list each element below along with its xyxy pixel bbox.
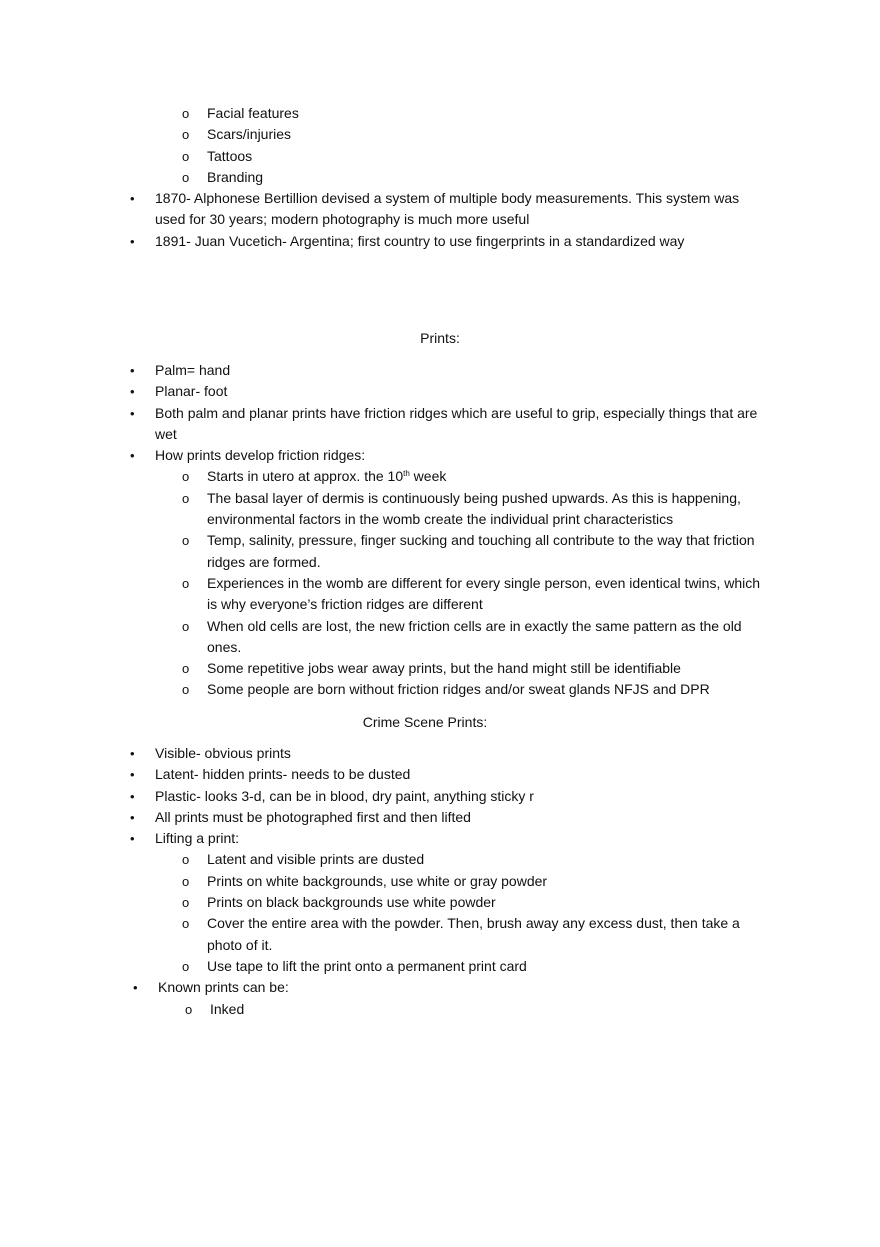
sub-bullet-marker: o	[182, 533, 190, 549]
list-item: • Both palm and planar prints have friction ridges which are useful to grip, especially things that are wet	[130, 404, 758, 442]
list-item: • Latent- hidden prints- needs to be dusted	[0, 764, 880, 785]
known-prints-list	[0, 977, 880, 998]
list-item: o Some people are born without friction ridges and/or sweat glands NFJS and DPR	[0, 679, 880, 700]
sub-bullet-marker: o	[182, 873, 190, 889]
list-item: • 1891- Juan Vucetich- Argentina; first country to use fingerprints in a standardized way	[0, 231, 880, 252]
features-sublist	[0, 103, 880, 188]
bullet-marker: •	[130, 233, 135, 249]
crime-scene-heading: Crime Scene Prints:	[362, 714, 488, 730]
list-item: o Scars/injuries	[0, 124, 880, 145]
list-item: • 1870- Alphonese Bertillion devised a system of multiple body measurements. This system was used for 30 years; modern photography is much more useful	[130, 190, 740, 228]
prints-list	[0, 360, 880, 466]
bullet-marker: •	[130, 809, 135, 825]
list-item: • Plastic- looks 3-d, can be in blood, dry paint, anything sticky r	[0, 786, 880, 807]
sub-bullet-marker: o	[182, 661, 190, 677]
list-item: o Branding	[0, 167, 880, 188]
list-item: o Prints on black backgrounds use white powder	[0, 892, 880, 913]
lifting-sublist	[0, 849, 880, 977]
list-item: • Lifting a print:	[0, 828, 880, 849]
bullet-marker: •	[130, 767, 135, 783]
sub-bullet-marker: o	[182, 106, 190, 121]
bullet-marker: •	[130, 831, 135, 847]
list-item: • Visible- obvious prints	[0, 743, 880, 764]
list-item: o Some repetitive jobs wear away prints, but the hand might still be identifiable	[0, 658, 880, 679]
list-item: o Facial features	[0, 103, 880, 124]
sub-bullet-marker: o	[182, 958, 190, 974]
bullet-marker: •	[130, 746, 135, 761]
bullet-marker: •	[130, 405, 135, 421]
list-item: o The basal layer of dermis is continuously being pushed upwards. As this is happening, environmental factors in the womb create the individual print characteristics	[182, 489, 741, 528]
list-item: o Starts in utero at approx. the 10th week	[0, 466, 880, 487]
list-item: • How prints develop friction ridges:	[0, 445, 880, 466]
bullet-marker: •	[130, 384, 135, 400]
sub-bullet-marker: o	[182, 575, 190, 591]
list-item: o Use tape to lift the print onto a permanent print card	[0, 956, 880, 977]
crime-scene-section	[0, 743, 880, 1020]
ordinal-superscript: th	[403, 469, 410, 479]
list-item: • All prints must be photographed first and then lifted	[0, 807, 880, 828]
sub-bullet-marker: o	[182, 682, 190, 698]
bullet-marker: •	[130, 788, 135, 804]
sub-bullet-marker: o	[182, 490, 190, 506]
sub-bullet-marker: o	[182, 148, 190, 164]
sub-bullet-marker: o	[182, 469, 190, 485]
sub-bullet-marker: o	[182, 895, 190, 911]
sub-bullet-marker: o	[182, 852, 190, 868]
identification-section	[0, 103, 880, 252]
list-item: o When old cells are lost, the new friction cells are in exactly the same pattern as the old ones.	[182, 617, 742, 655]
list-item: • Palm= hand	[0, 360, 880, 381]
list-item: o Cover the entire area with the powder. Then, brush away any excess dust, then take a photo of it.	[182, 915, 740, 953]
list-item: o Prints on white backgrounds, use white or gray powder	[0, 871, 880, 892]
bullet-marker: •	[130, 191, 135, 207]
list-item: o Inked	[0, 999, 880, 1020]
prints-section	[0, 360, 880, 701]
develop-sublist	[0, 466, 880, 700]
list-item: • Known prints can be:	[0, 977, 880, 998]
list-item: • Planar- foot	[0, 381, 880, 402]
list-item: o Experiences in the womb are different for every single person, even identical twins, which is why everyone’s friction ridges are different	[182, 574, 761, 613]
bullet-marker: •	[130, 448, 135, 464]
bullet-marker: •	[130, 363, 135, 378]
list-item: o Tattoos	[0, 146, 880, 167]
bullet-marker: •	[133, 980, 138, 996]
crime-scene-list	[0, 743, 880, 849]
list-item: o Latent and visible prints are dusted	[0, 849, 880, 870]
sub-bullet-marker: o	[182, 127, 190, 143]
sub-bullet-marker: o	[182, 916, 190, 932]
sub-bullet-marker: o	[182, 169, 190, 185]
list-item: o Temp, salinity, pressure, finger sucking and touching all contribute to the way that friction ridges are formed.	[182, 532, 755, 570]
sub-bullet-marker: o	[185, 1001, 193, 1017]
history-list	[0, 188, 880, 252]
prints-heading: Prints:	[420, 330, 460, 346]
known-sublist	[0, 999, 880, 1020]
sub-bullet-marker: o	[182, 618, 190, 634]
